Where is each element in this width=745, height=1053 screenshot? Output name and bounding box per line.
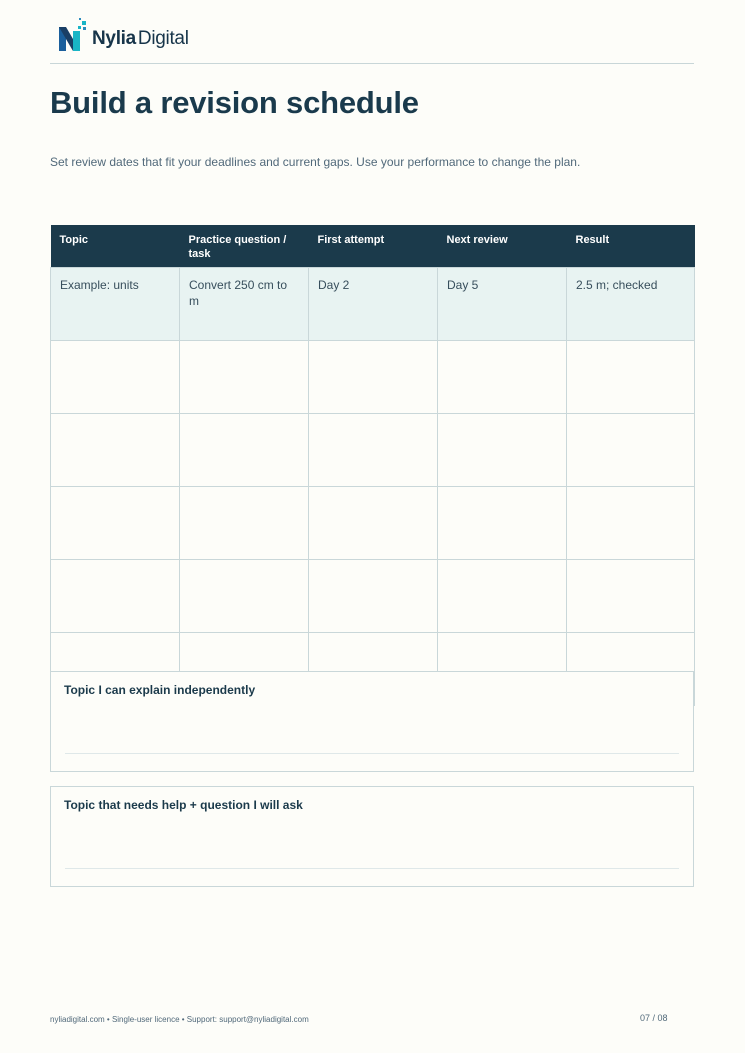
table-row <box>51 341 695 414</box>
header-topic: Topic <box>51 225 180 268</box>
table-cell[interactable] <box>180 560 309 633</box>
table-cell[interactable] <box>180 414 309 487</box>
table-cell[interactable] <box>438 560 567 633</box>
table-cell[interactable] <box>180 487 309 560</box>
header-first-attempt: First attempt <box>309 225 438 268</box>
table-cell[interactable] <box>309 487 438 560</box>
example-topic: Example: units <box>51 268 180 341</box>
table-cell[interactable] <box>51 341 180 414</box>
table-cell[interactable] <box>51 560 180 633</box>
table-row <box>51 414 695 487</box>
header-result: Result <box>567 225 695 268</box>
table-cell[interactable] <box>309 414 438 487</box>
header-practice-task: Practice question / task <box>180 225 309 268</box>
example-task: Convert 250 cm to m <box>180 268 309 341</box>
table-row <box>51 560 695 633</box>
example-row <box>51 268 695 341</box>
table-cell[interactable] <box>438 487 567 560</box>
help-topic-answer-line[interactable] <box>65 868 679 869</box>
table-header-row <box>51 225 695 268</box>
table-cell[interactable] <box>309 341 438 414</box>
independent-topic-box <box>50 671 694 772</box>
page-title: Build a revision schedule <box>50 85 419 120</box>
header-next-review: Next review <box>438 225 567 268</box>
table-cell[interactable] <box>567 414 695 487</box>
example-next-review: Day 5 <box>438 268 567 341</box>
header-divider <box>50 63 694 64</box>
example-result: 2.5 m; checked <box>567 268 695 341</box>
page-number: 07 / 08 <box>640 1013 668 1023</box>
brand-wordmark <box>92 29 189 48</box>
independent-topic-answer-line[interactable] <box>65 753 679 754</box>
table-cell[interactable] <box>438 414 567 487</box>
help-topic-label: Topic that needs help + question I will ask <box>64 798 303 812</box>
table-cell[interactable] <box>51 487 180 560</box>
table-row <box>51 487 695 560</box>
brand-name-light: Digital <box>137 27 189 49</box>
help-topic-box <box>50 786 694 887</box>
nylia-logo-icon <box>50 17 90 55</box>
table-cell[interactable] <box>567 560 695 633</box>
table-cell[interactable] <box>51 414 180 487</box>
table-cell[interactable] <box>180 341 309 414</box>
revision-schedule-table <box>50 225 695 706</box>
independent-topic-label: Topic I can explain independently <box>64 683 256 697</box>
page-intro: Set review dates that fit your deadlines and current gaps. Use your performance to change the plan. <box>50 155 581 169</box>
footer-info: nyliadigital.com • Single-user licence • Support: support@nyliadigital.com <box>50 1015 309 1024</box>
brand-name-bold: Nylia <box>92 27 136 49</box>
table-cell[interactable] <box>567 487 695 560</box>
example-first-attempt: Day 2 <box>309 268 438 341</box>
brand-header <box>50 16 189 56</box>
table-cell[interactable] <box>309 560 438 633</box>
table-cell[interactable] <box>438 341 567 414</box>
table-cell[interactable] <box>567 341 695 414</box>
